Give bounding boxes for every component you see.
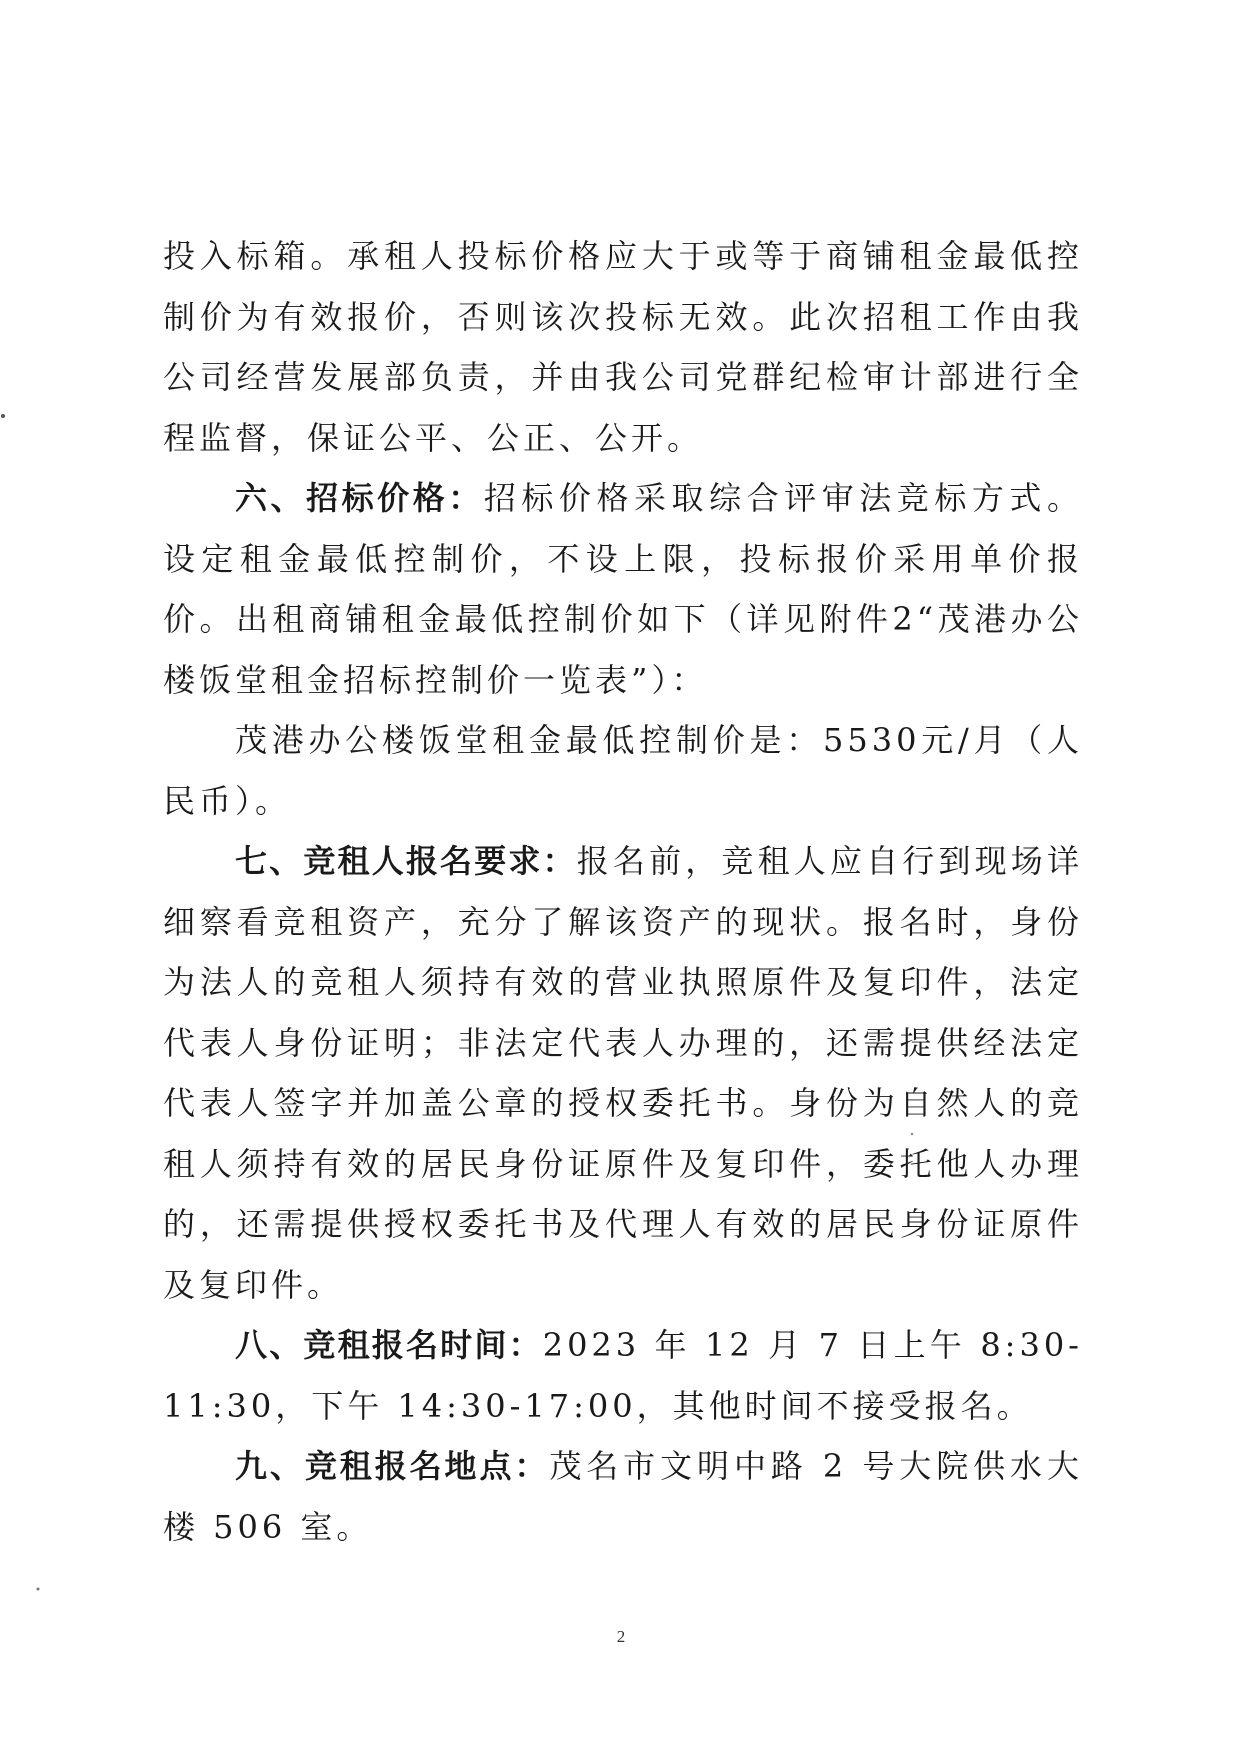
section-seven-body: 报名前，竞租人应自行到现场详细察看竞租资产，充分了解该资产的现状。报名时，身份为法人的竞租人须持有效的营业执照原件及复印件，法定代表人身份证明；非法定代表人办理的，还需提供经法定代表人签字并加盖公章的授权委托书。身份为自然人的竞租人须持有效的居民身份证原件及复印件，委托他人办理的，还需提供授权委托书及代理人有效的居民身份证原件及复印件。 [163, 842, 1083, 1304]
scan-speck [37, 1588, 40, 1591]
section-six-heading: 六、招标价格： [235, 479, 484, 517]
section-nine-heading: 九、竞租报名地点： [235, 1447, 550, 1485]
section-eight-body: 2023 年 12 月 7 日上午 8:30-11:30，下午 14:30-17:00，其他时间不接受报名。 [163, 1326, 1083, 1425]
paragraph-continuation: 投入标箱。承租人投标价格应大于或等于商铺租金最低控制价为有效报价，否则该次投标无效。此次招租工作由我公司经营发展部负责，并由我公司党群纪检审计部进行全程监督，保证公平、公正、公开。 [163, 237, 1083, 457]
section-eight-heading: 八、竞租报名时间： [235, 1326, 543, 1364]
scan-speck [1, 414, 5, 418]
price-line: 茂港办公楼饭堂租金最低控制价是：5530元/月（人民币）。 [163, 721, 1083, 820]
document-body [163, 226, 1083, 1557]
section-six-body: 招标价格采取综合评审法竞标方式。设定租金最低控制价，不设上限，投标报价采用单价报价。出租商铺租金最低控制价如下（详见附件2“茂港办公楼饭堂租金招标控制价一览表”）： [163, 479, 1083, 699]
section-six [163, 468, 1083, 710]
page-number: 2 [616, 1627, 626, 1646]
section-eight [163, 1315, 1083, 1436]
section-nine-body: 茂名市文明中路 2 号大院供水大楼 506 室。 [163, 1447, 1083, 1546]
section-seven [163, 831, 1083, 1315]
section-nine [163, 1436, 1083, 1557]
section-seven-heading: 七、竞租人报名要求： [235, 842, 577, 880]
